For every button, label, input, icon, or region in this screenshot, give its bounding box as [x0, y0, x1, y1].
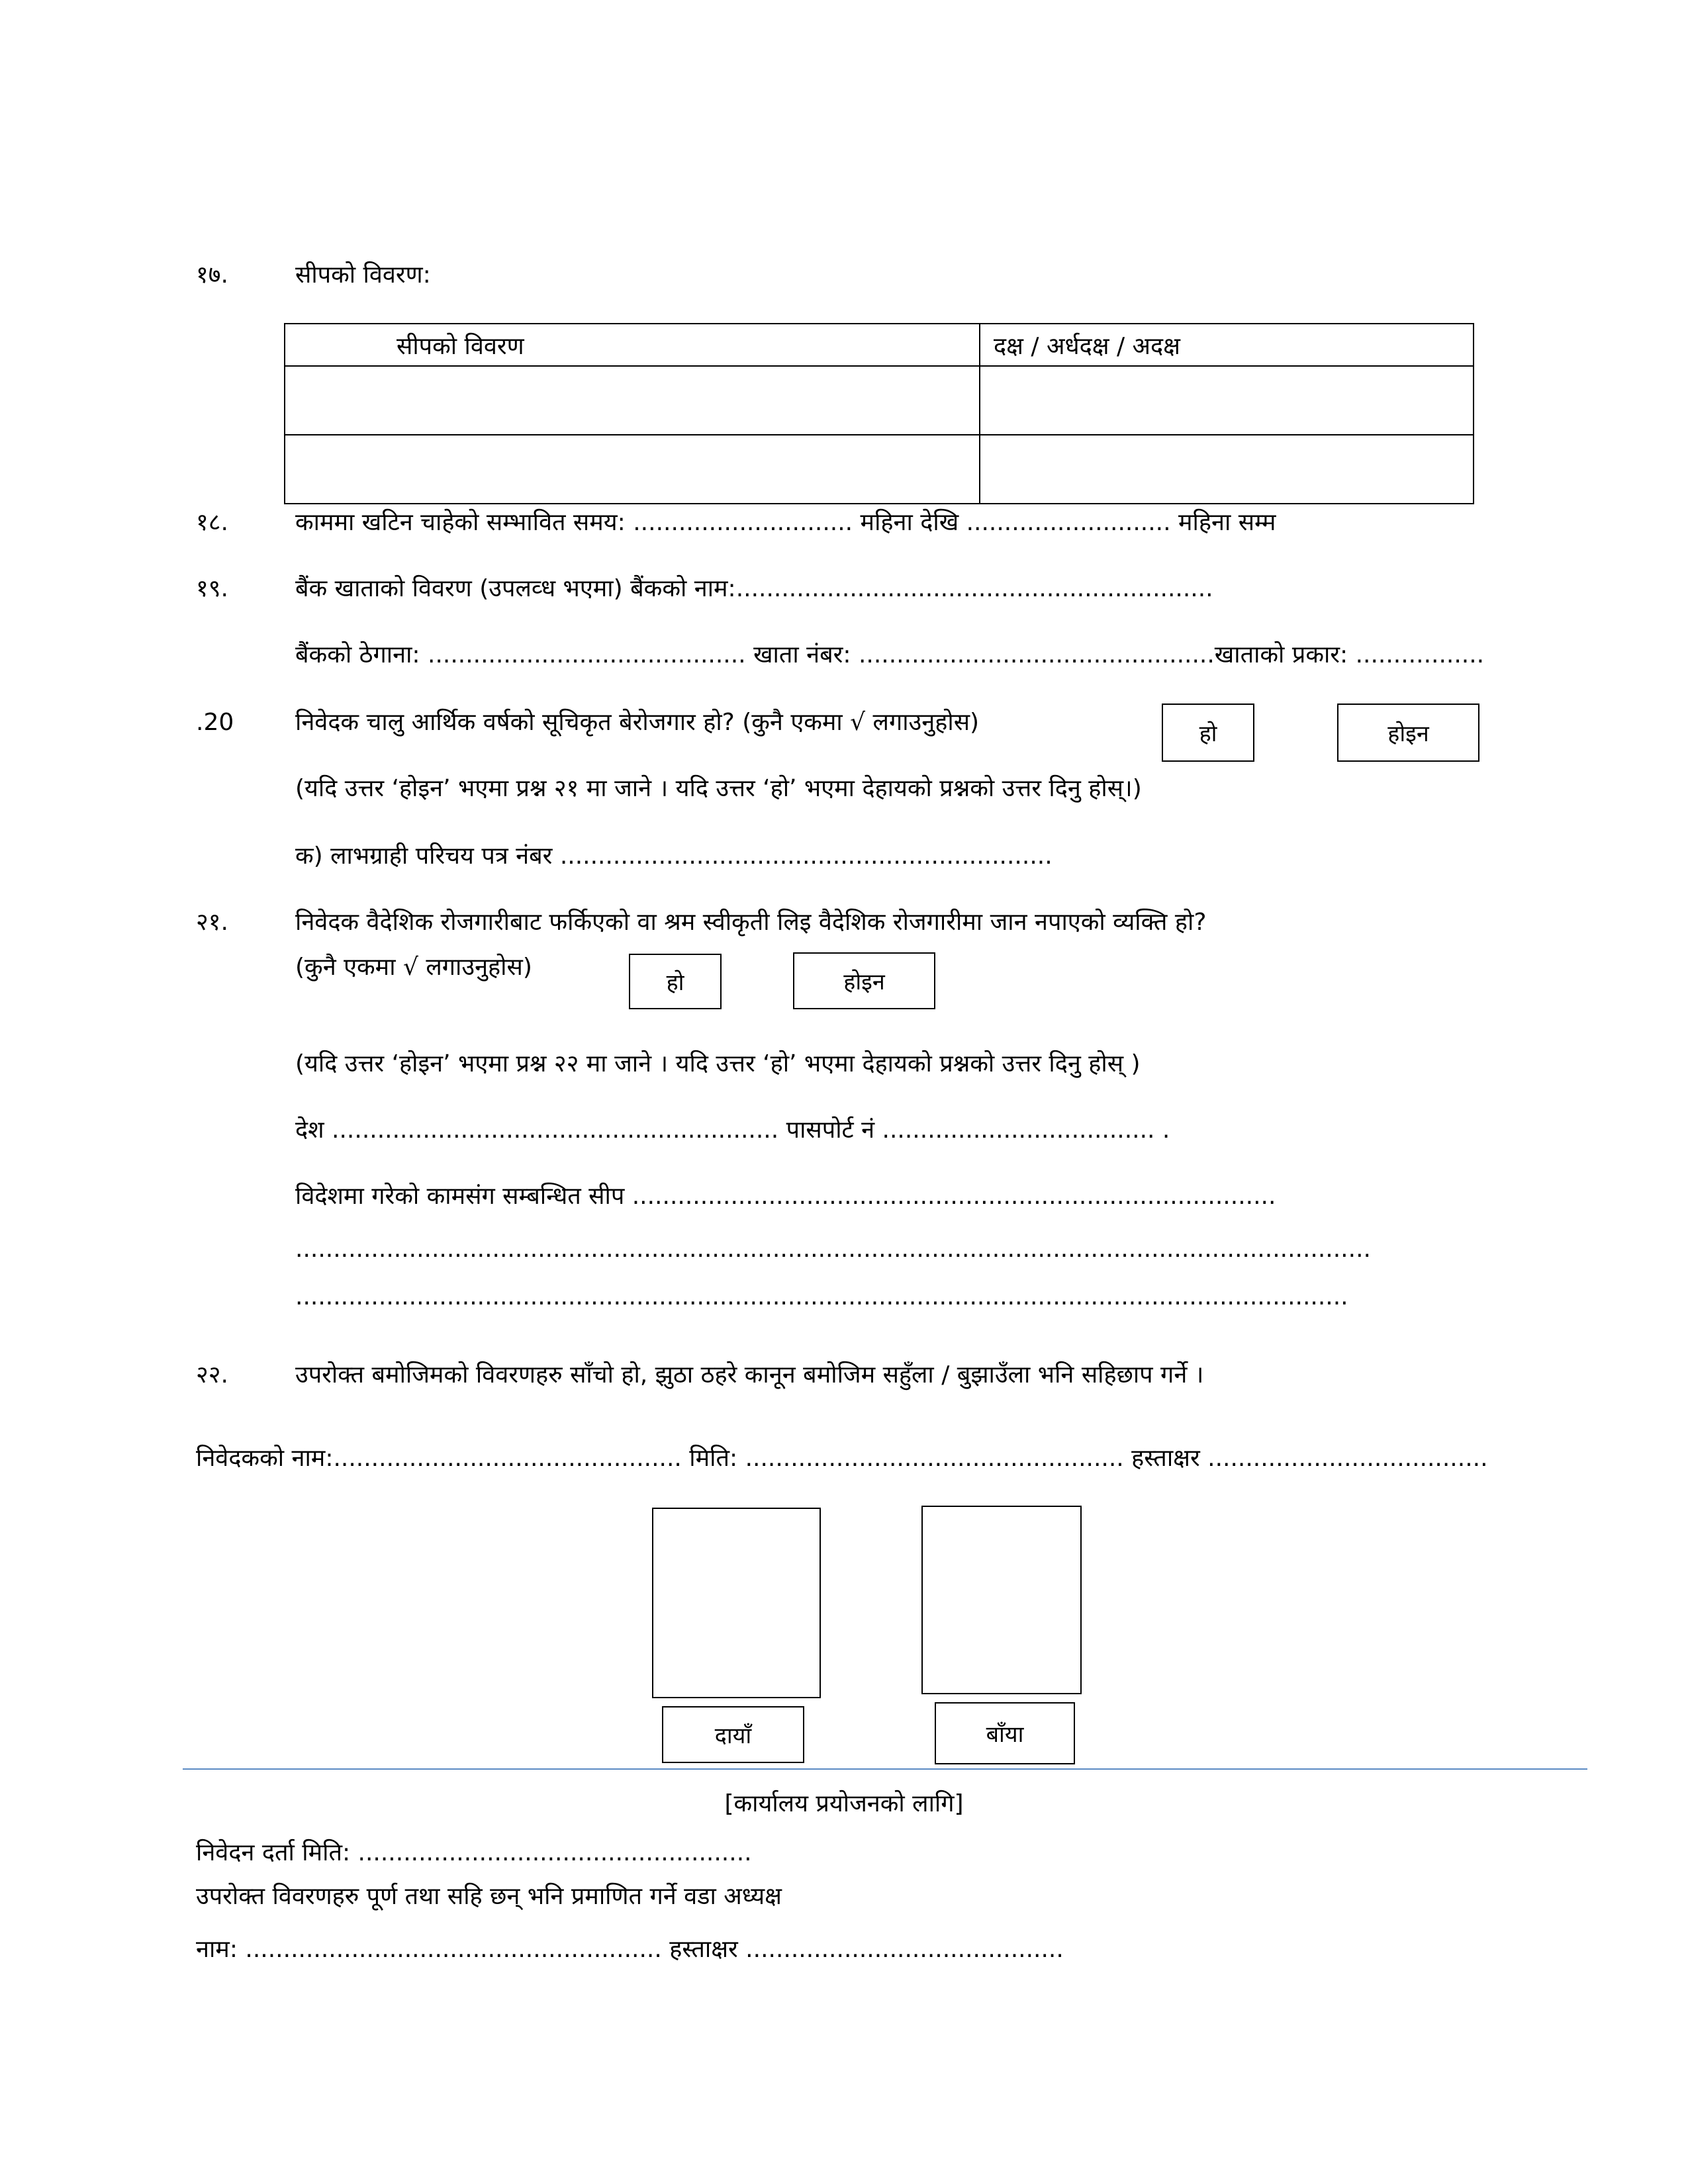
table-row — [285, 435, 1474, 504]
skill-level-cell[interactable] — [980, 366, 1474, 435]
table-header-row — [285, 324, 1474, 366]
left-thumbprint-box[interactable] — [921, 1506, 1082, 1694]
q19-bank-address-line: बैंकको ठेगाना: .......................................... खाता नंबर: ...............................................खाताको प्रकार: ................. — [295, 641, 1485, 668]
q21-no-checkbox[interactable]: होइन — [793, 952, 935, 1009]
left-thumbprint-label: बाँया — [935, 1702, 1075, 1764]
q21-note: (यदि उत्तर ‘होइन’ भएमा प्रश्न २२ मा जाने । यदि उत्तर ‘हो’ भएमा देहायको प्रश्नको उत्तर दिनु होस् ) — [295, 1050, 1141, 1077]
registration-date-line: निवेदन दर्ता मिति: .................................................... — [196, 1839, 752, 1866]
q18-number: १८. — [196, 509, 228, 536]
skills-header-level: दक्ष / अर्धदक्ष / अदक्ष — [980, 324, 1474, 366]
right-thumbprint-label: दायाँ — [662, 1706, 804, 1763]
q20-no-checkbox[interactable]: होइन — [1337, 704, 1479, 762]
q22-number: २२. — [196, 1361, 228, 1388]
skills-table — [284, 323, 1474, 504]
skill-description-cell[interactable] — [285, 435, 980, 504]
ward-chair-name-signature-line: नाम: ....................................................... हस्ताक्षर .......................................... — [196, 1936, 1064, 1963]
skills-header-description: सीपको विवरण — [285, 324, 980, 366]
applicant-name-date-signature-line: निवेदकको नाम:.............................................. मिति: .................................................. हस्ताक्षर ..................................... — [196, 1445, 1488, 1472]
q21-dotted-line-1: .............................................................................................................................................. — [295, 1236, 1371, 1263]
q17-number: १७. — [196, 261, 228, 289]
office-use-heading: [कार्यालय प्रयोजनको लागि] — [724, 1790, 964, 1817]
q21-yes-checkbox[interactable]: हो — [629, 954, 722, 1009]
q20-number: .20 — [196, 709, 234, 736]
q19-number: १९. — [196, 575, 228, 602]
q20-yes-checkbox[interactable]: हो — [1162, 704, 1254, 762]
q21-number: २१. — [196, 909, 228, 936]
q21-country-passport-line: देश ........................................................... पासपोर्ट नं .................................... . — [295, 1116, 1170, 1144]
q21-foreign-skill-line: विदेशमा गरेको कामसंग सम्बन्धित सीप ..................................................................................... — [295, 1183, 1276, 1210]
q17-label: सीपको विवरण: — [295, 261, 431, 289]
q21-choose-hint: (कुनै एकमा √ लगाउनुहोस) — [295, 954, 532, 981]
q19-bank-name-line: बैंक खाताको विवरण (उपलव्ध भएमा) बैंकको नाम:............................................................... — [295, 575, 1213, 602]
right-thumbprint-box[interactable] — [652, 1508, 821, 1698]
skill-level-cell[interactable] — [980, 435, 1474, 504]
q20-note: (यदि उत्तर ‘होइन’ भएमा प्रश्न २१ मा जाने । यदि उत्तर ‘हो’ भएमा देहायको प्रश्नको उत्तर दिनु होस्।) — [295, 775, 1142, 802]
table-row — [285, 366, 1474, 435]
q22-declaration: उपरोक्त बमोजिमको विवरणहरु साँचो हो, झुठा ठहरे कानून बमोजिम सहुँला / बुझाउँला भनि सहिछाप गर्ने । — [295, 1361, 1204, 1388]
q18-text: काममा खटिन चाहेको सम्भावित समय: ............................. महिना देखि ........................... महिना सम्म — [295, 509, 1276, 536]
section-divider — [183, 1768, 1587, 1770]
ward-chair-certification: उपरोक्त विवरणहरु पूर्ण तथा सहि छन् भनि प्रमाणित गर्ने वडा अध्यक्ष — [196, 1883, 782, 1910]
q21-question: निवेदक वैदेशिक रोजगारीबाट फर्किएको वा श्रम स्वीकृती लिइ वैदेशिक रोजगारीमा जान नपाएको व्यक्ति हो? — [295, 909, 1207, 936]
q20-beneficiary-id-line: क) लाभग्राही परिचय पत्र नंबर ................................................................. — [295, 842, 1053, 870]
q21-dotted-line-2: ........................................................................................................................................... — [295, 1283, 1348, 1310]
skill-description-cell[interactable] — [285, 366, 980, 435]
q20-question: निवेदक चालु आर्थिक वर्षको सूचिकृत बेरोजगार हो? (कुनै एकमा √ लगाउनुहोस) — [295, 709, 980, 736]
